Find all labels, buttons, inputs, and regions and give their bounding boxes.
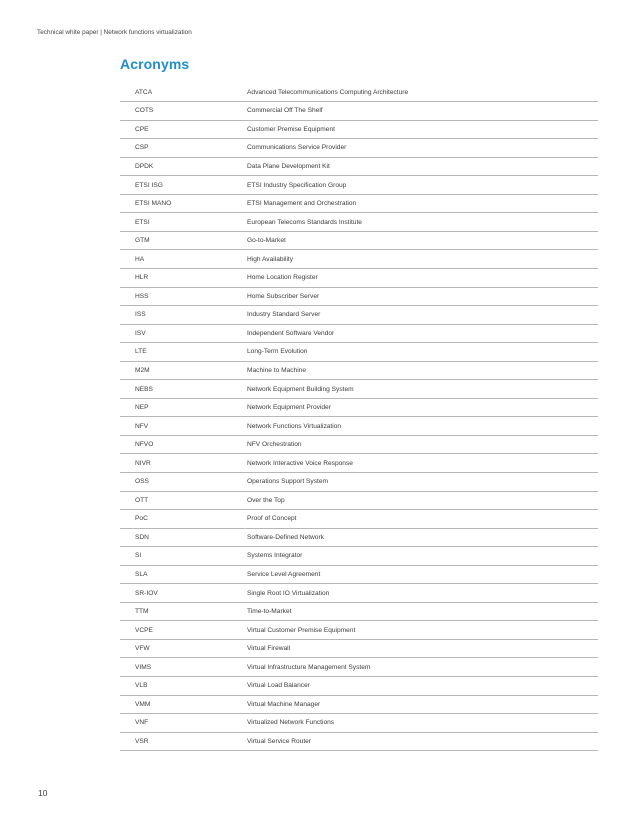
- definition-cell: ETSI Industry Specification Group: [247, 176, 598, 195]
- acronym-table-body: [120, 83, 598, 751]
- acronym-cell: OSS: [120, 472, 247, 491]
- acronym-cell: NIVR: [120, 454, 247, 473]
- definition-cell: Advanced Telecommunications Computing Architecture: [247, 83, 598, 102]
- table-row: [120, 343, 598, 362]
- table-row: [120, 695, 598, 714]
- acronym-cell: NFVO: [120, 435, 247, 454]
- definition-cell: Virtualized Network Functions: [247, 714, 598, 733]
- acronym-cell: ETSI MANO: [120, 194, 247, 213]
- definition-cell: Virtual Firewall: [247, 639, 598, 658]
- acronym-cell: SDN: [120, 528, 247, 547]
- table-row: [120, 380, 598, 399]
- table-row: [120, 287, 598, 306]
- definition-cell: Virtual Service Router: [247, 732, 598, 751]
- definition-cell: Software-Defined Network: [247, 528, 598, 547]
- definition-cell: Systems Integrator: [247, 547, 598, 566]
- table-row: [120, 677, 598, 696]
- definition-cell: High Availability: [247, 250, 598, 269]
- table-row: [120, 714, 598, 733]
- acronym-cell: ATCA: [120, 83, 247, 102]
- table-row: [120, 306, 598, 325]
- table-row: [120, 324, 598, 343]
- definition-cell: European Telecoms Standards Institute: [247, 213, 598, 232]
- table-row: [120, 435, 598, 454]
- acronym-cell: ISV: [120, 324, 247, 343]
- definition-cell: Customer Premise Equipment: [247, 120, 598, 139]
- table-row: [120, 139, 598, 158]
- definition-cell: NFV Orchestration: [247, 435, 598, 454]
- acronym-cell: SLA: [120, 565, 247, 584]
- page-number: 10: [38, 788, 48, 798]
- table-row: [120, 584, 598, 603]
- table-row: [120, 194, 598, 213]
- definition-cell: Service Level Agreement: [247, 565, 598, 584]
- definition-cell: Time-to-Market: [247, 602, 598, 621]
- acronym-cell: NEBS: [120, 380, 247, 399]
- acronym-cell: HSS: [120, 287, 247, 306]
- acronym-cell: NEP: [120, 398, 247, 417]
- acronym-cell: M2M: [120, 361, 247, 380]
- table-row: [120, 213, 598, 232]
- definition-cell: Home Subscriber Server: [247, 287, 598, 306]
- definition-cell: Go-to-Market: [247, 231, 598, 250]
- table-row: [120, 83, 598, 102]
- acronym-cell: NFV: [120, 417, 247, 436]
- definition-cell: Home Location Register: [247, 268, 598, 287]
- definition-cell: Virtual Infrastructure Management System: [247, 658, 598, 677]
- table-row: [120, 732, 598, 751]
- definition-cell: Network Equipment Building System: [247, 380, 598, 399]
- table-row: [120, 658, 598, 677]
- definition-cell: Proof of Concept: [247, 510, 598, 529]
- table-row: [120, 565, 598, 584]
- definition-cell: Virtual Machine Manager: [247, 695, 598, 714]
- acronym-cell: DPDK: [120, 157, 247, 176]
- definition-cell: Network Interactive Voice Response: [247, 454, 598, 473]
- definition-cell: Machine to Machine: [247, 361, 598, 380]
- running-header: Technical white paper | Network functions virtualization: [37, 29, 192, 36]
- acronym-cell: VMM: [120, 695, 247, 714]
- acronym-cell: ETSI: [120, 213, 247, 232]
- table-row: [120, 398, 598, 417]
- acronym-cell: LTE: [120, 343, 247, 362]
- acronym-cell: TTM: [120, 602, 247, 621]
- definition-cell: Virtual Load Balancer: [247, 677, 598, 696]
- section-title: Acronyms: [120, 56, 190, 72]
- acronym-cell: ETSI ISG: [120, 176, 247, 195]
- definition-cell: Over the Top: [247, 491, 598, 510]
- definition-cell: Independent Software Vendor: [247, 324, 598, 343]
- acronym-cell: CSP: [120, 139, 247, 158]
- acronym-cell: SI: [120, 547, 247, 566]
- table-row: [120, 510, 598, 529]
- acronym-cell: VLB: [120, 677, 247, 696]
- table-row: [120, 621, 598, 640]
- table-row: [120, 454, 598, 473]
- acronym-cell: HLR: [120, 268, 247, 287]
- table-row: [120, 231, 598, 250]
- table-row: [120, 176, 598, 195]
- acronym-cell: VNF: [120, 714, 247, 733]
- table-row: [120, 157, 598, 176]
- table-row: [120, 491, 598, 510]
- acronym-cell: CPE: [120, 120, 247, 139]
- acronym-cell: HA: [120, 250, 247, 269]
- table-row: [120, 250, 598, 269]
- acronym-cell: VSR: [120, 732, 247, 751]
- definition-cell: Commercial Off The Shelf: [247, 102, 598, 121]
- definition-cell: Data Plane Development Kit: [247, 157, 598, 176]
- table-row: [120, 602, 598, 621]
- acronym-cell: PoC: [120, 510, 247, 529]
- table-row: [120, 417, 598, 436]
- acronym-cell: ISS: [120, 306, 247, 325]
- table-row: [120, 528, 598, 547]
- table-row: [120, 120, 598, 139]
- table-row: [120, 547, 598, 566]
- acronym-cell: VFW: [120, 639, 247, 658]
- acronym-cell: GTM: [120, 231, 247, 250]
- definition-cell: Industry Standard Server: [247, 306, 598, 325]
- acronym-cell: VCPE: [120, 621, 247, 640]
- acronym-cell: VIMS: [120, 658, 247, 677]
- definition-cell: Network Functions Virtualization: [247, 417, 598, 436]
- acronym-cell: COTS: [120, 102, 247, 121]
- definition-cell: Long-Term Evolution: [247, 343, 598, 362]
- table-row: [120, 472, 598, 491]
- table-row: [120, 268, 598, 287]
- table-row: [120, 639, 598, 658]
- definition-cell: Virtual Customer Premise Equipment: [247, 621, 598, 640]
- definition-cell: ETSI Management and Orchestration: [247, 194, 598, 213]
- definition-cell: Network Equipment Provider: [247, 398, 598, 417]
- definition-cell: Single Root IO Virtualization: [247, 584, 598, 603]
- table-row: [120, 361, 598, 380]
- definition-cell: Operations Support System: [247, 472, 598, 491]
- table-row: [120, 102, 598, 121]
- acronym-cell: SR-IOV: [120, 584, 247, 603]
- acronym-cell: OTT: [120, 491, 247, 510]
- acronym-table: [120, 83, 598, 751]
- definition-cell: Communications Service Provider: [247, 139, 598, 158]
